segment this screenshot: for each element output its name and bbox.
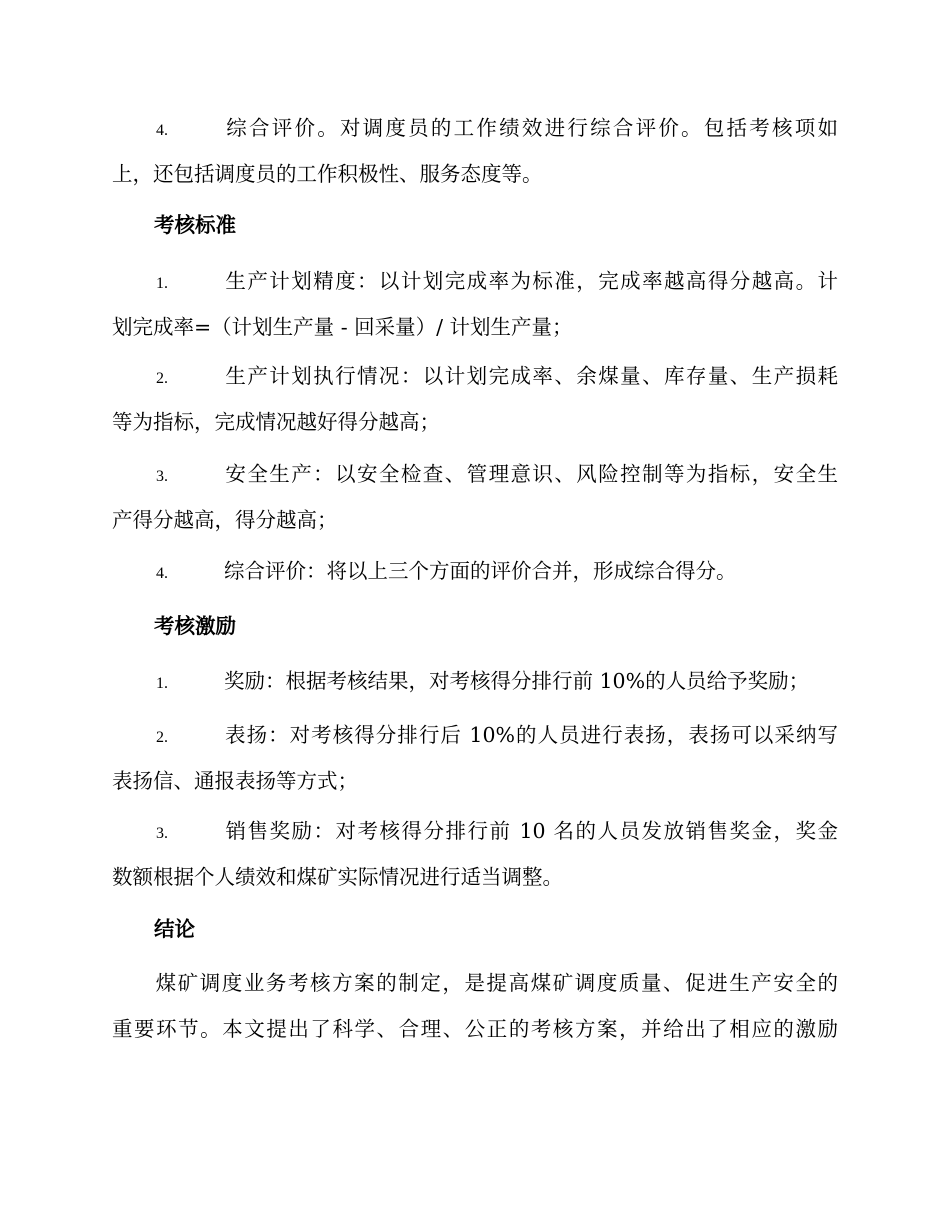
- list-number: 4.: [156, 565, 168, 582]
- list-text: 综合评价。对调度员的工作绩效进行综合评价。包括考核项如: [224, 116, 838, 140]
- list-number: 3.: [156, 468, 168, 485]
- list-text: 综合评价：将以上三个方面的评价合并，形成综合得分。: [224, 559, 737, 583]
- list-item: [112, 548, 838, 594]
- list-number: 4.: [156, 122, 168, 139]
- list-number: 3.: [156, 825, 168, 842]
- list-text: 销售奖励：对考核得分排行前 10 名的人员发放销售奖金，奖金: [224, 819, 838, 843]
- list-item: [112, 353, 838, 445]
- list-text-continued: 表扬信、通报表扬等方式；: [112, 769, 358, 793]
- list-number: 2.: [156, 370, 168, 387]
- section-heading-incentive: 考核激励: [154, 614, 236, 638]
- list-number: 2.: [156, 729, 168, 746]
- list-text: 安全生产：以安全检查、管理意识、风险控制等为指标，安全生: [224, 462, 838, 486]
- conclusion-paragraph: [112, 960, 838, 1052]
- list-item: [112, 258, 838, 350]
- list-number: 1.: [156, 675, 168, 692]
- list-number: 1.: [156, 275, 168, 292]
- section-heading-conclusion: 结论: [154, 917, 195, 941]
- list-text-continued: 上，还包括调度员的工作积极性、服务态度等。: [112, 162, 543, 186]
- list-text-continued: 产得分越高，得分越高；: [112, 508, 338, 532]
- list-item: [112, 808, 838, 900]
- list-text: 奖励：根据考核结果，对考核得分排行前 10%的人员给予奖励；: [224, 669, 810, 693]
- paragraph-text: 煤矿调度业务考核方案的制定，是提高煤矿调度质量、促进生产安全的: [154, 971, 838, 995]
- list-text: 生产计划精度：以计划完成率为标准，完成率越高得分越高。计: [224, 269, 838, 293]
- list-text: 生产计划执行情况：以计划完成率、余煤量、库存量、生产损耗: [224, 364, 838, 388]
- section-heading-standard: 考核标准: [154, 213, 236, 237]
- list-text-continued: 划完成率=（计划生产量 - 回采量）/ 计划生产量；: [112, 315, 573, 339]
- list-text-continued: 数额根据个人绩效和煤矿实际情况进行适当调整。: [112, 865, 563, 889]
- list-text-continued: 等为指标，完成情况越好得分越高；: [112, 410, 440, 434]
- list-item-eval: [112, 105, 838, 197]
- list-item: [112, 658, 838, 704]
- list-item: [112, 712, 838, 804]
- paragraph-text-continued: 重要环节。本文提出了科学、合理、公正的考核方案，并给出了相应的激励: [112, 1017, 838, 1041]
- list-text: 表扬：对考核得分排行后 10%的人员进行表扬，表扬可以采纳写: [224, 723, 838, 747]
- list-item: [112, 451, 838, 543]
